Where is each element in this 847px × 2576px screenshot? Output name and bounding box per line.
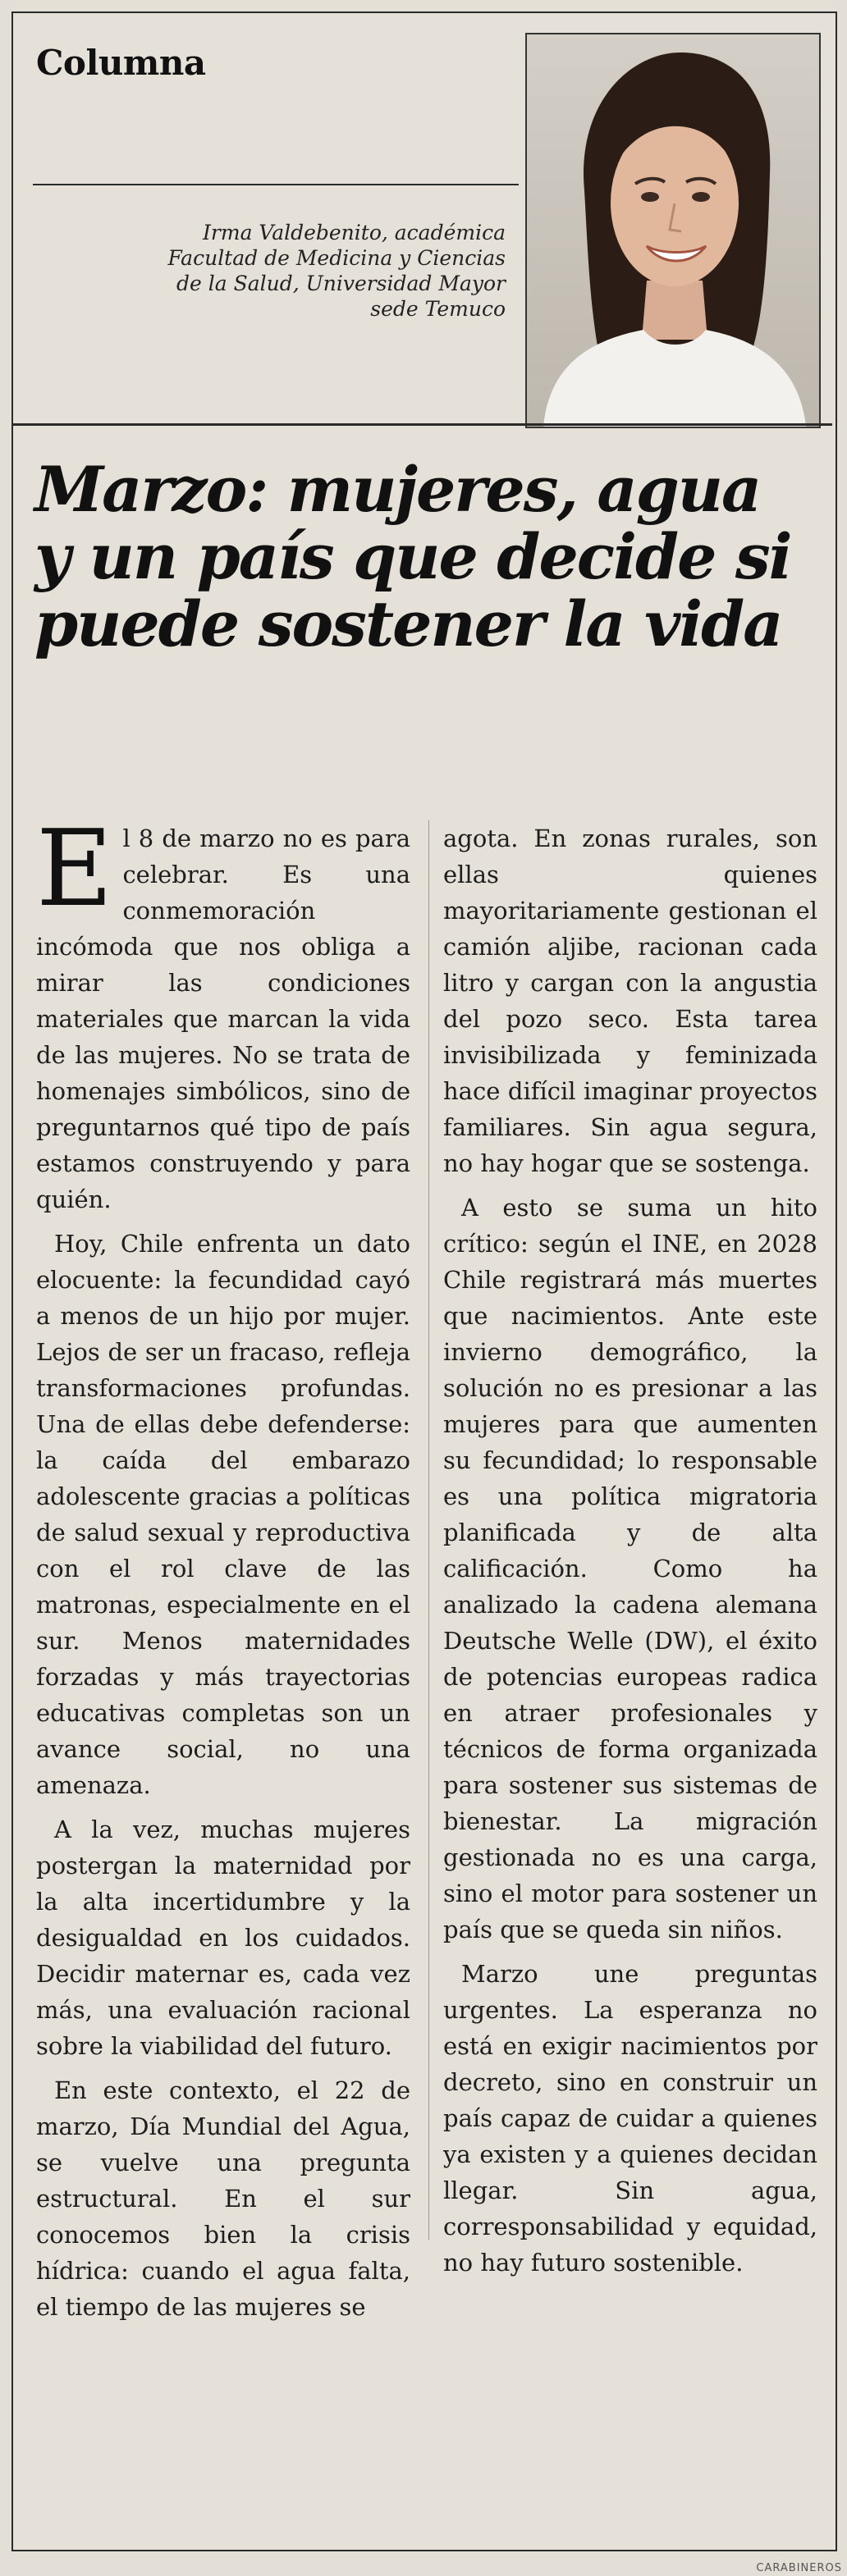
article-paragraph-3: A la vez, muchas mujeres postergan la maternidad por la alta incertidumbre y la desigualdad en los cuidados. Decidir maternar es, cada vez más, una evaluación racional sobre la viabilidad del futuro. (36, 1816, 410, 2060)
article-column-right (443, 820, 817, 2289)
article-paragraph-4: En este contexto, el 22 de marzo, Día Mundial del Agua, se vuelve una pregunta estructural. En el sur conocemos bien la crisis hídrica: cuando el agua falta, el tiempo de las mujeres se (36, 2076, 410, 2321)
article-paragraph-6: A esto se suma un hito crítico: según el INE, en 2028 Chile registrará más muertes que nacimientos. Ante este invierno demográfico, la solución no es presionar a las mujeres para que aumenten su fecundidad; lo responsable es una política migratoria planificada y de alta calificación. Como ha analizado la cadena alemana Deutsche Welle (DW), el éxito de potencias europeas radica en atraer profesionales y técnicos de forma organizada para sostener sus sistemas de bienestar. La migración gestionada no es una carga, sino el motor para sostener un país que se queda sin niños. (443, 1194, 817, 1943)
drop-cap: E (36, 808, 113, 930)
article-paragraph-7: Marzo une preguntas urgentes. La esperanza no está en exigir nacimientos por decreto, sino en construir un país capaz de cuidar a quienes ya existen y a quienes decidan llegar. Sin agua, corresponsabilidad y equidad, no hay futuro sostenible. (443, 1960, 817, 2277)
header-rule (33, 184, 519, 185)
author-credit: Irma Valdebenito, académica Facultad de Medicina y Ciencias de la Salud, Universidad Mayor sede Temuco (167, 221, 506, 321)
article-paragraph-2: Hoy, Chile enfrenta un dato elocuente: la fecundidad cayó a menos de un hijo por mujer. Lejos de ser un fracaso, refleja transformaciones profundas. Una de ellas debe defenderse: la caída del embarazo adolescente gracias a políticas de salud sexual y reproductiva con el rol clave de las matronas, especialmente en el sur. Menos maternidades forzadas y más trayectorias educativas completas son un avance social, no una amenaza. (36, 1230, 410, 1799)
column-divider (428, 820, 429, 2240)
headline: Marzo: mujeres, agua y un país que decide si puede sostener la vida (34, 453, 791, 660)
article-column-left (36, 808, 410, 2333)
author-portrait-image (527, 34, 819, 427)
paragraph-1-text: l 8 de marzo no es para celebrar. Es una conmemoración incómoda que nos obliga a mirar las condiciones materiales que marcan la vida de las mujeres. No se trata de homenajes simbólicos, sino de preguntarnos qué tipo de país estamos construyendo y para quién. (36, 824, 410, 1213)
footer-label: CARABINEROS (756, 2562, 842, 2574)
section-label: Columna (36, 43, 206, 83)
header-bottom-rule (13, 423, 832, 426)
article-paragraph-5: agota. En zonas rurales, son ellas quienes mayoritariamente gestionan el camión aljibe, racionan cada litro y cargan con la angustia del pozo seco. Esta tarea invisibilizada y feminizada hace difícil imaginar proyectos familiares. Sin agua segura, no hay hogar que se sostenga. (443, 824, 817, 1177)
article-paragraph-1 (36, 808, 410, 1217)
author-photo (525, 33, 821, 428)
